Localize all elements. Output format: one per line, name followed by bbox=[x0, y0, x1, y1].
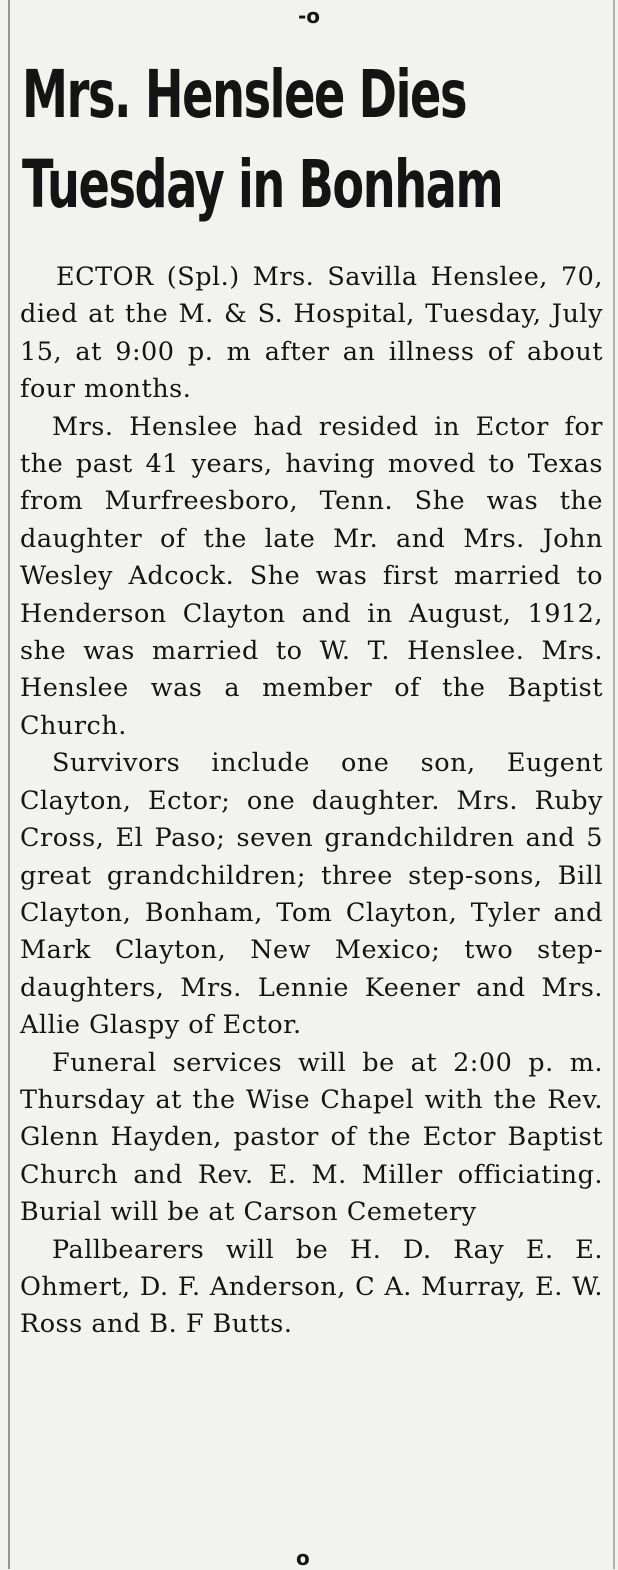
paragraph-funeral-services: Funeral services will be at 2:00 p. m. Thursday at the Wise Chapel with the Rev. Glenn Hayden, pastor of the Ector Baptist Church and Rev. E. M. Miller officiating. Burial will be at Carson Cemetery bbox=[20, 1047, 603, 1228]
article-body bbox=[20, 259, 603, 1344]
bottom-separator-mark: o bbox=[296, 1546, 310, 1570]
headline-line-1: Mrs. Henslee Dies bbox=[22, 56, 467, 133]
paragraph-dateline: ECTOR (Spl.) Mrs. Savilla Henslee, 70, died at the M. & S. Hospital, Tuesday, July 15, at 9:00 p. m after an illness of about four months. bbox=[20, 262, 603, 405]
headline bbox=[22, 50, 503, 230]
paragraph-pallbearers: Pallbearers will be H. D. Ray E. E. Ohmert, D. F. Anderson, C A. Murray, E. W. Ross and B. F Butts. bbox=[20, 1234, 603, 1340]
paragraph-survivors: Survivors include one son, Eugent Clayton, Ector; one daughter. Mrs. Ruby Cross, El Paso; seven grandchildren and 5 great grandchildren; three step-sons, Bill Clayton, Bonham, Tom Clayton, Tyler and Mark Clayton, New Mexico; two step-daughters, Mrs. Lennie Keener and Mrs. Allie Glaspy of Ector. bbox=[20, 748, 603, 1041]
top-separator-mark: -o bbox=[298, 4, 321, 28]
paragraph-biography: Mrs. Henslee had resided in Ector for the past 41 years, having moved to Texas from Murfreesboro, Tenn. She was the daughter of the late Mr. and Mrs. John Wesley Adcock. She was first married to Henderson Clayton and in August, 1912, she was married to W. T. Henslee. Mrs. Henslee was a member of the Baptist Church. bbox=[20, 411, 603, 741]
column-rule-right bbox=[613, 0, 615, 1569]
column-rule-left bbox=[8, 0, 10, 1569]
headline-line-2: Tuesday in Bonham bbox=[22, 146, 503, 223]
